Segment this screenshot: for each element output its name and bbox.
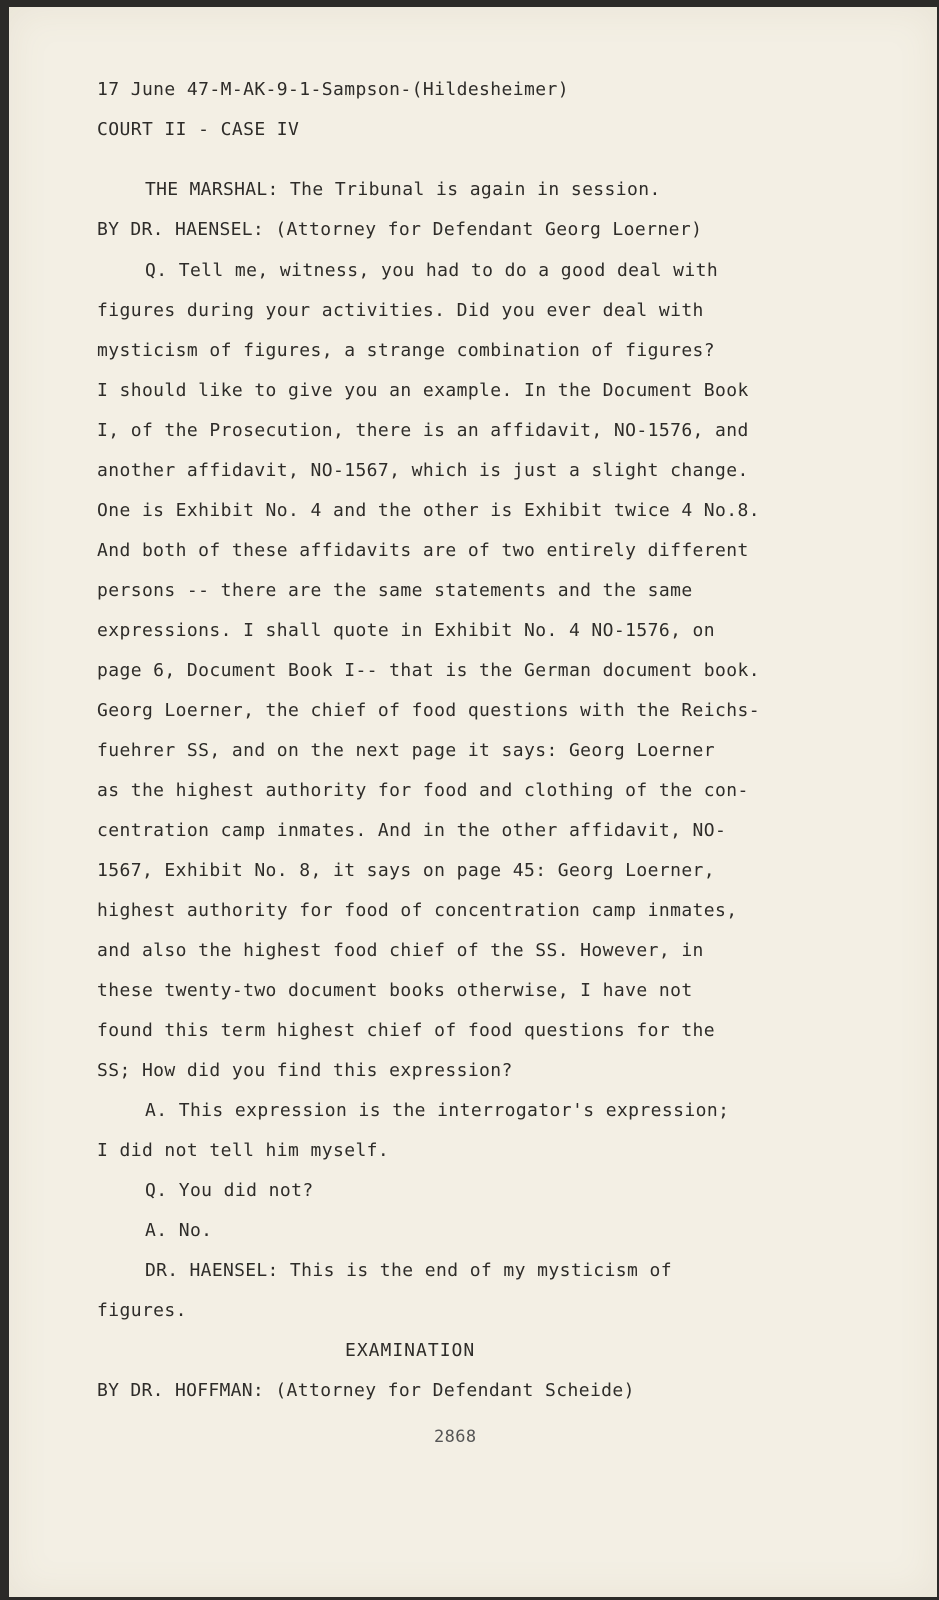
haensel-closing-statement <box>145 1260 672 1281</box>
header-reference-line: 17 June 47-M-AK-9-1-Sampson-(Hildesheimer) <box>97 79 569 100</box>
attorney-note: (Attorney for Defendant Georg Loerner) <box>275 219 703 240</box>
question-line: I, of the Prosecution, there is an affidavit, NO-1576, and <box>97 420 749 441</box>
question-line: I should like to give you an example. In the Document Book <box>97 380 749 401</box>
question-line: centration camp inmates. And in the other affidavit, NO- <box>97 820 727 841</box>
question-line: Georg Loerner, the chief of food questions with the Reichs- <box>97 700 760 721</box>
question-line: One is Exhibit No. 4 and the other is Exhibit twice 4 No.8. <box>97 500 760 521</box>
question-line: expressions. I shall quote in Exhibit No. 4 NO-1576, on <box>97 620 716 641</box>
marshal-statement <box>145 179 661 200</box>
question-line: and also the highest food chief of the SS. However, in <box>97 940 704 961</box>
examiner-label: BY DR. HAENSEL: <box>97 219 265 240</box>
question-line: found this term highest chief of food questions for the <box>97 1020 716 1041</box>
answer-line: A. No. <box>145 1220 213 1241</box>
question-line: these twenty-two document books otherwise, I have not <box>97 980 693 1001</box>
question-line: SS; How did you find this expression? <box>97 1060 513 1081</box>
answer-line: A. This expression is the interrogator's expression; <box>145 1100 730 1121</box>
examiner-line-hoffman <box>97 1380 635 1401</box>
examination-heading: EXAMINATION <box>345 1340 476 1361</box>
document-page <box>9 7 937 1597</box>
statement-text: This is the end of my mysticism of <box>289 1260 672 1281</box>
question-line: page 6, Document Book I-- that is the German document book. <box>97 660 760 681</box>
question-line: And both of these affidavits are of two entirely different <box>97 540 749 561</box>
question-line: 1567, Exhibit No. 8, it says on page 45: Georg Loerner, <box>97 860 716 881</box>
examiner-line-haensel <box>97 219 702 240</box>
question-line: Q. Tell me, witness, you had to do a good deal with <box>145 260 719 281</box>
speaker-label: DR. HAENSEL: <box>145 1260 279 1281</box>
examiner-label: BY DR. HOFFMAN: <box>97 1380 265 1401</box>
question-line: figures during your activities. Did you ever deal with <box>97 300 704 321</box>
statement-text: The Tribunal is again in session. <box>289 179 661 200</box>
question-line: another affidavit, NO-1567, which is just a slight change. <box>97 460 749 481</box>
question-line: Q. You did not? <box>145 1180 314 1201</box>
answer-line: I did not tell him myself. <box>97 1140 390 1161</box>
question-line: persons -- there are the same statements and the same <box>97 580 693 601</box>
statement-continuation: figures. <box>97 1300 187 1321</box>
question-line: fuehrer SS, and on the next page it says: Georg Loerner <box>97 740 716 761</box>
question-line: mysticism of figures, a strange combination of figures? <box>97 340 716 361</box>
header-court-case: COURT II - CASE IV <box>97 119 300 140</box>
speaker-label: THE MARSHAL: <box>145 179 279 200</box>
question-line: highest authority for food of concentration camp inmates, <box>97 900 738 921</box>
question-line: as the highest authority for food and clothing of the con- <box>97 780 749 801</box>
page-number: 2868 <box>434 1427 477 1447</box>
attorney-note: (Attorney for Defendant Scheide) <box>275 1380 635 1401</box>
